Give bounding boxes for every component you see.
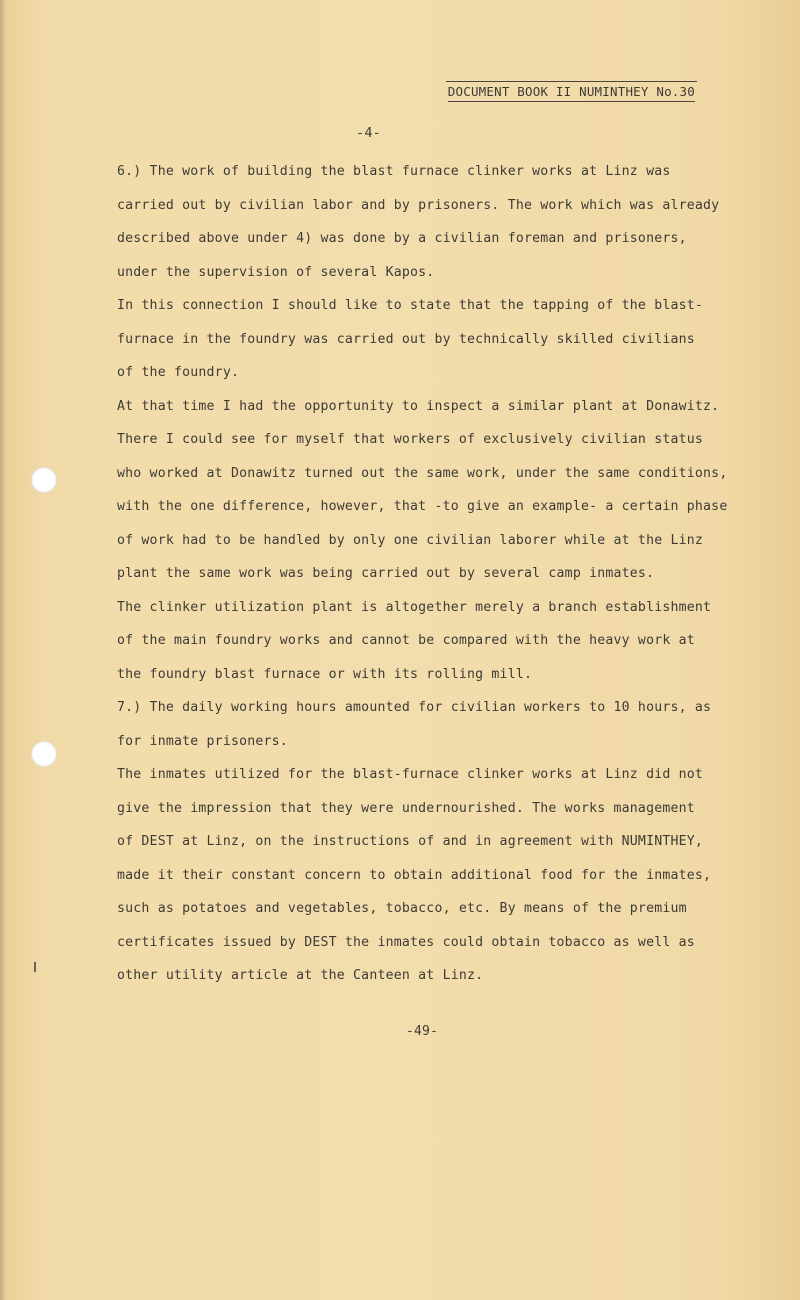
text-line: 6.) The work of building the blast furnace clinker works at Linz was xyxy=(117,164,671,179)
text-line: The inmates utilized for the blast-furnace clinker works at Linz did not xyxy=(117,767,704,782)
text-line: of the main foundry works and cannot be compared with the heavy work at xyxy=(117,633,695,648)
page-marker: -4- xyxy=(356,125,381,141)
text-line: of the foundry. xyxy=(117,365,240,380)
punch-hole-bottom xyxy=(31,741,57,767)
text-line: described above under 4) was done by a civilian foreman and prisoners, xyxy=(117,231,687,246)
text-line: under the supervision of several Kapos. xyxy=(117,264,435,280)
text-line: 7.) The daily working hours amounted for civilian workers to 10 hours, as xyxy=(117,700,712,715)
text-line: of DEST at Linz, on the instructions of and in agreement with NUMINTHEY, xyxy=(117,834,704,849)
document-reference: DOCUMENT BOOK II NUMINTHEY No.30 xyxy=(448,84,695,102)
text-line: of work had to be handled by only one civilian laborer while at the Linz xyxy=(117,532,704,548)
text-line: who worked at Donawitz turned out the same work, under the same conditions, xyxy=(117,465,728,481)
text-line: There I could see for myself that workers of exclusively civilian status xyxy=(117,432,704,447)
text-line: In this connection I should like to state that the tapping of the blast- xyxy=(117,298,704,313)
text-line: The clinker utilization plant is altogether merely a branch establishment xyxy=(117,599,712,615)
text-line: with the one difference, however, that -to give an example- a certain phase xyxy=(117,499,728,514)
text-line: the foundry blast furnace or with its rolling mill. xyxy=(117,666,533,682)
page-edge-shadow xyxy=(0,0,6,1300)
punch-hole-top xyxy=(31,467,57,493)
text-line: such as potatoes and vegetables, tobacco, etc. By means of the premium xyxy=(117,901,687,916)
text-line: for inmate prisoners. xyxy=(117,733,288,749)
text-line: furnace in the foundry was carried out by technically skilled civilians xyxy=(117,331,695,347)
text-line: carried out by civilian labor and by prisoners. The work which was already xyxy=(117,197,720,213)
text-line: made it their constant concern to obtain additional food for the inmates, xyxy=(117,867,712,883)
text-line: At that time I had the opportunity to inspect a similar plant at Donawitz. xyxy=(117,398,720,414)
text-line: give the impression that they were undernourished. The works management xyxy=(117,800,695,816)
stray-ink-mark xyxy=(34,962,36,972)
text-line: plant the same work was being carried out by several camp inmates. xyxy=(117,566,655,581)
text-line: other utility article at the Canteen at Linz. xyxy=(117,968,484,983)
body-text xyxy=(117,155,757,993)
text-line: certificates issued by DEST the inmates could obtain tobacco as well as xyxy=(117,934,695,950)
page-number: -49- xyxy=(406,1024,439,1039)
